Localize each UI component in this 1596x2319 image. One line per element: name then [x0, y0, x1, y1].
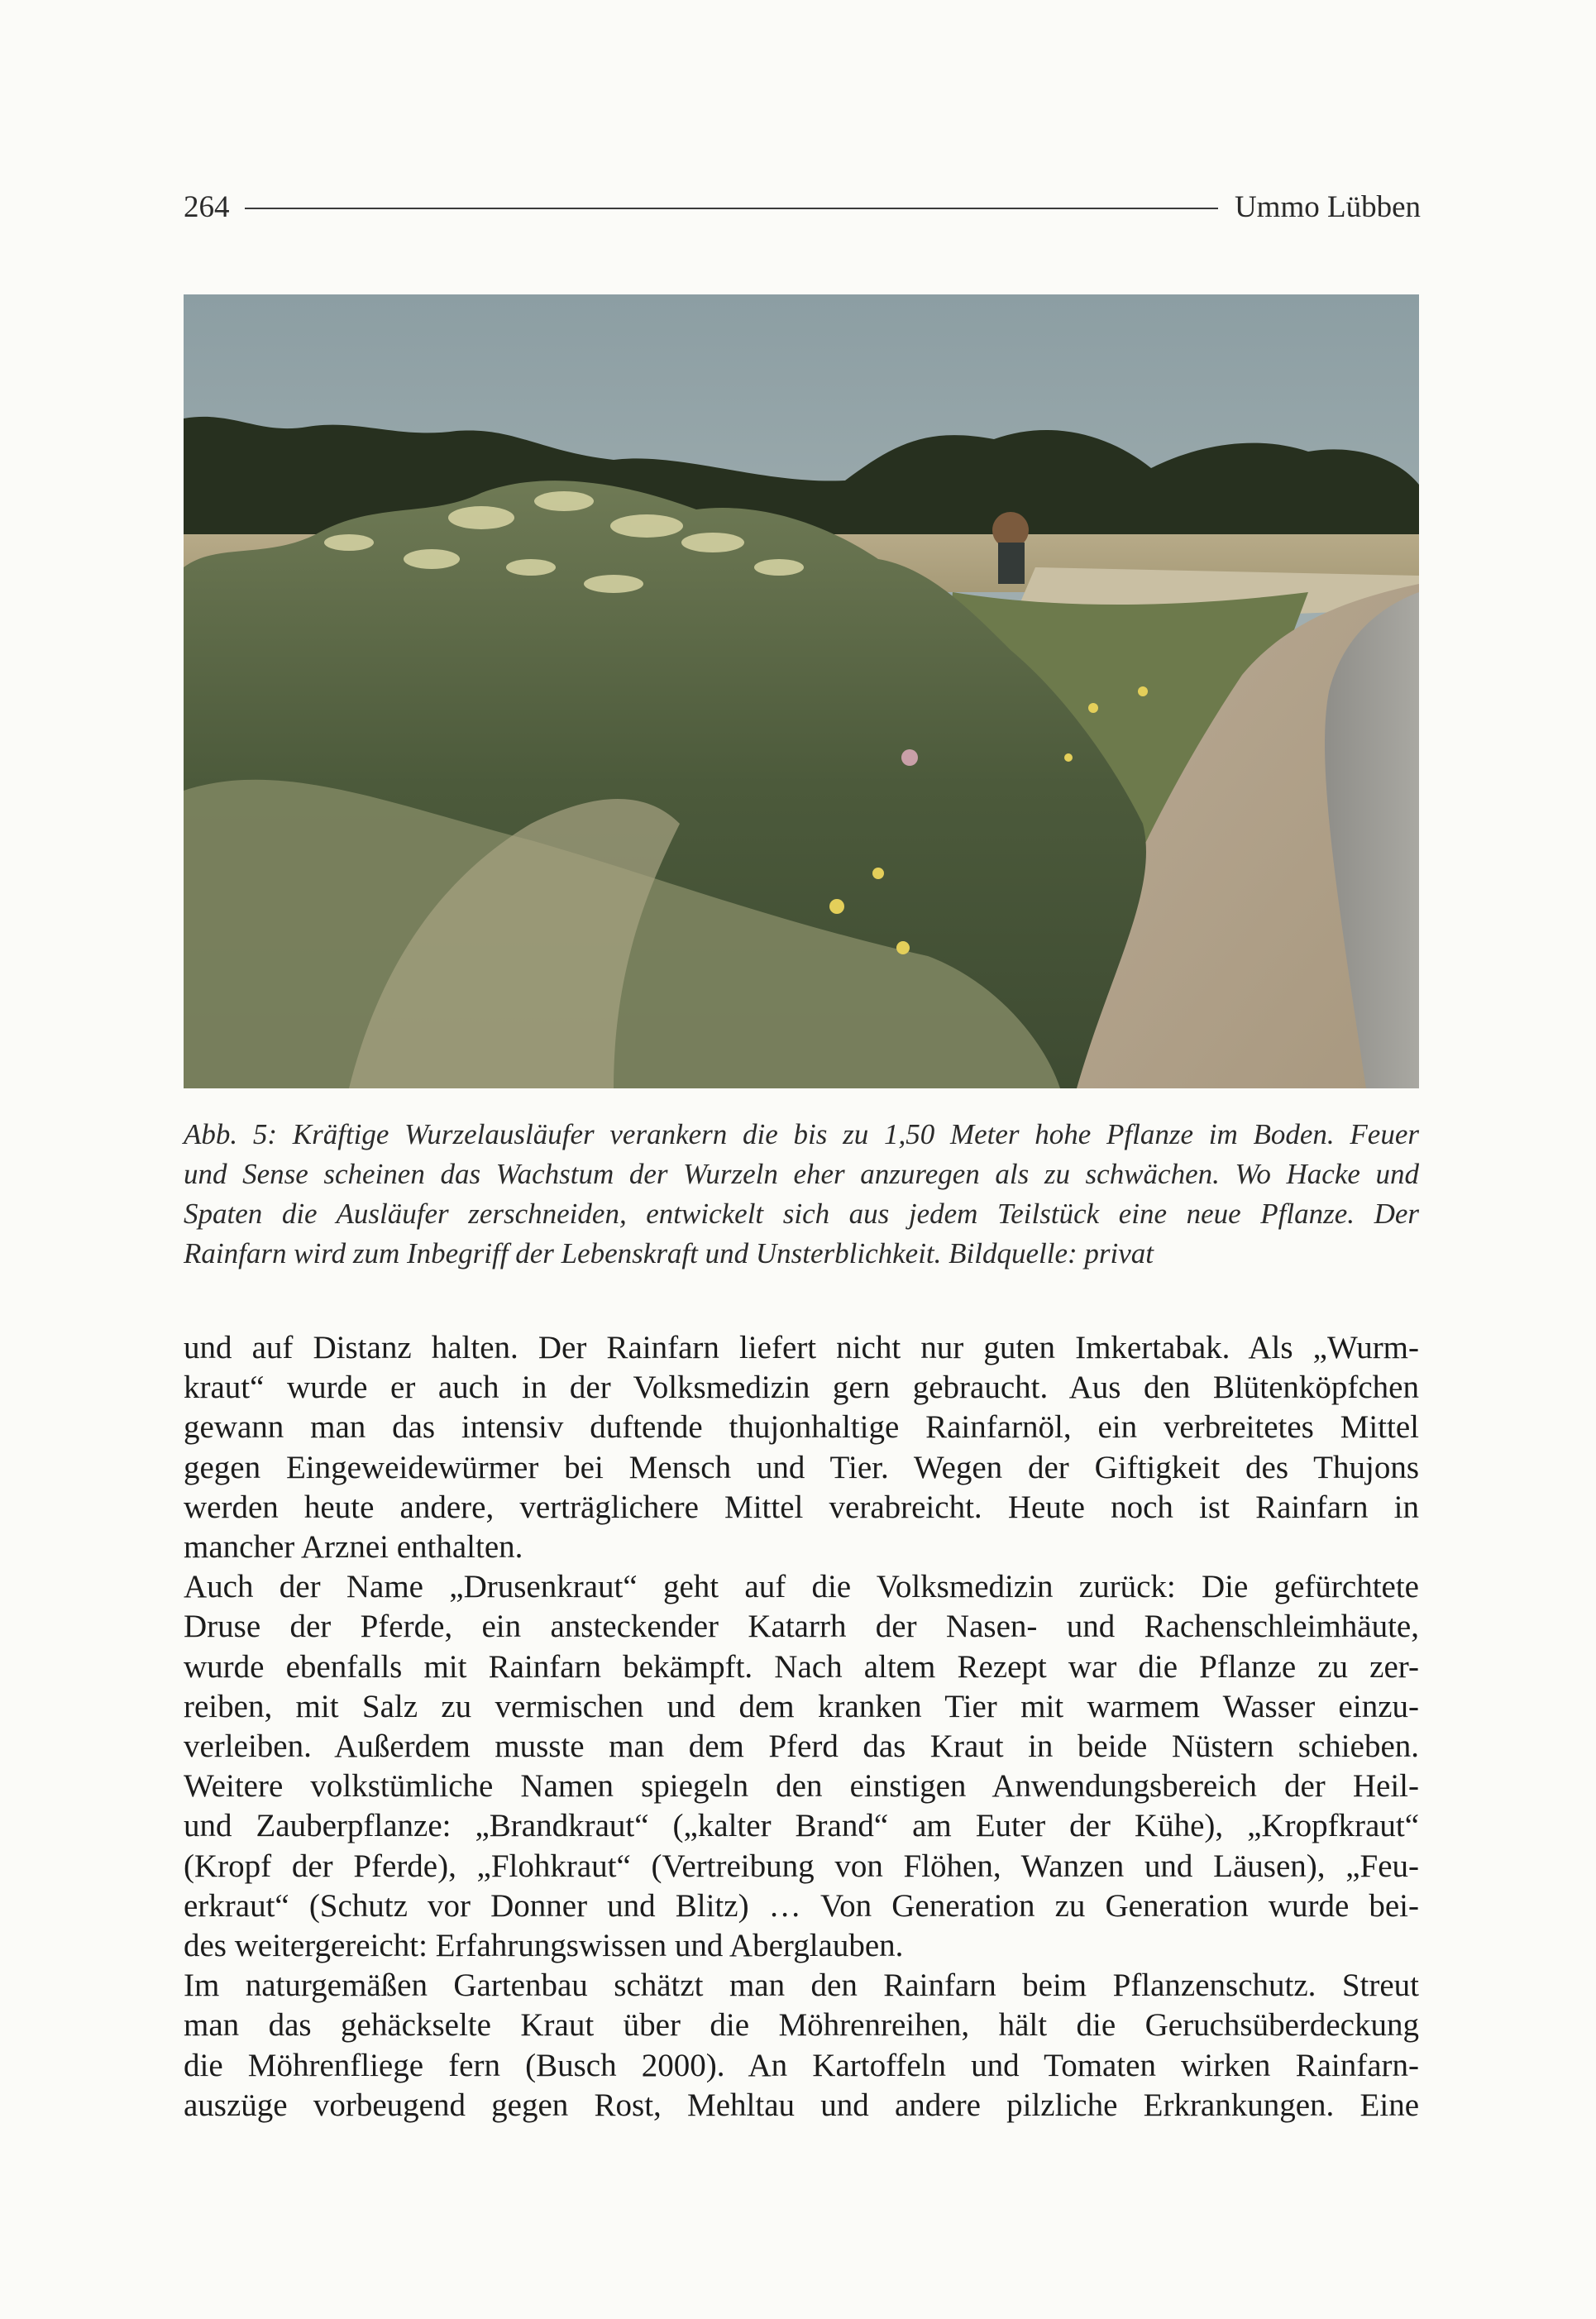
- photo-tansy-roadside: [184, 294, 1419, 1088]
- body-line: Auch der Name „Drusenkraut“ geht auf die Volksmedizin zurück: Die gefürchtete: [184, 1569, 1419, 1605]
- body-line: gegen Eingeweidewürmer bei Mensch und Tier. Wegen der Giftigkeit des Thujons: [184, 1449, 1419, 1485]
- body-line: Weitere volkstümliche Namen spiegeln den einstigen Anwendungsbereich der Heil-: [184, 1768, 1419, 1805]
- body-line: auszüge vorbeugend gegen Rost, Mehltau und andere pilzliche Erkrankungen. Eine: [184, 2087, 1419, 2123]
- body-line: erkraut“ (Schutz vor Donner und Blitz) … Von Generation zu Generation wurde bei-: [184, 1887, 1419, 1924]
- caption-line: Spaten die Ausläufer zerschneiden, entwickelt sich aus jedem Teilstück eine neue Pflanze. Der: [184, 1198, 1419, 1230]
- body-line: (Kropf der Pferde), „Flohkraut“ (Vertreibung von Flöhen, Wanzen und Läusen), „Feu-: [184, 1848, 1419, 1884]
- body-line: die Möhrenfliege fern (Busch 2000). An Kartoffeln und Tomaten wirken Rainfarn-: [184, 2047, 1419, 2083]
- body-text: [184, 1328, 1419, 2125]
- caption-line: Rainfarn wird zum Inbegriff der Lebenskraft und Unsterblichkeit. Bildquelle: privat: [184, 1237, 1154, 1269]
- body-line: Druse der Pferde, ein ansteckender Katarrh der Nasen- und Rachenschleimhäute,: [184, 1609, 1419, 1645]
- body-line: gewann man das intensiv duftende thujonhaltige Rainfarnöl, ein verbreitetes Mittel: [184, 1409, 1419, 1446]
- body-line: wurde ebenfalls mit Rainfarn bekämpft. Nach altem Rezept war die Pflanze zu zer-: [184, 1648, 1419, 1685]
- page-number: 264: [184, 189, 230, 224]
- body-line: man das gehäckselte Kraut über die Möhrenreihen, hält die Geruchsüberdeckung: [184, 2007, 1419, 2044]
- body-line: werden heute andere, verträglichere Mittel verabreicht. Heute noch ist Rainfarn in: [184, 1489, 1419, 1525]
- body-line: und Zauberpflanze: „Brandkraut“ („kalter Brand“ am Euter der Kühe), „Kropfkraut“: [184, 1808, 1419, 1844]
- running-head-author: Ummo Lübben: [1234, 189, 1421, 224]
- body-line: mancher Arznei enthalten.: [184, 1529, 523, 1566]
- figure-caption: [184, 1115, 1419, 1274]
- body-line: kraut“ wurde er auch in der Volksmedizin gern gebraucht. Aus den Blütenköpfchen: [184, 1370, 1419, 1406]
- body-line: Im naturgemäßen Gartenbau schätzt man den Rainfarn beim Pflanzenschutz. Streut: [184, 1968, 1419, 2004]
- figure-photo: [184, 294, 1419, 1088]
- body-line: des weitergereicht: Erfahrungswissen und Aberglauben.: [184, 1928, 904, 1964]
- header-rule: [245, 208, 1218, 209]
- body-line: verleiben. Außerdem musste man dem Pferd das Kraut in beide Nüstern schieben.: [184, 1728, 1419, 1765]
- caption-line: und Sense scheinen das Wachstum der Wurzeln eher anzuregen als zu schwächen. Wo Hacke und: [184, 1158, 1419, 1190]
- caption-line: Abb. 5: Kräftige Wurzelausläufer verankern die bis zu 1,50 Meter hohe Pflanze im Boden. Feuer: [184, 1118, 1419, 1150]
- body-line: reiben, mit Salz zu vermischen und dem kranken Tier mit warmem Wasser einzu-: [184, 1688, 1419, 1724]
- running-header: [184, 184, 1421, 230]
- body-line: und auf Distanz halten. Der Rainfarn liefert nicht nur guten Imkertabak. Als „Wurm-: [184, 1330, 1419, 1365]
